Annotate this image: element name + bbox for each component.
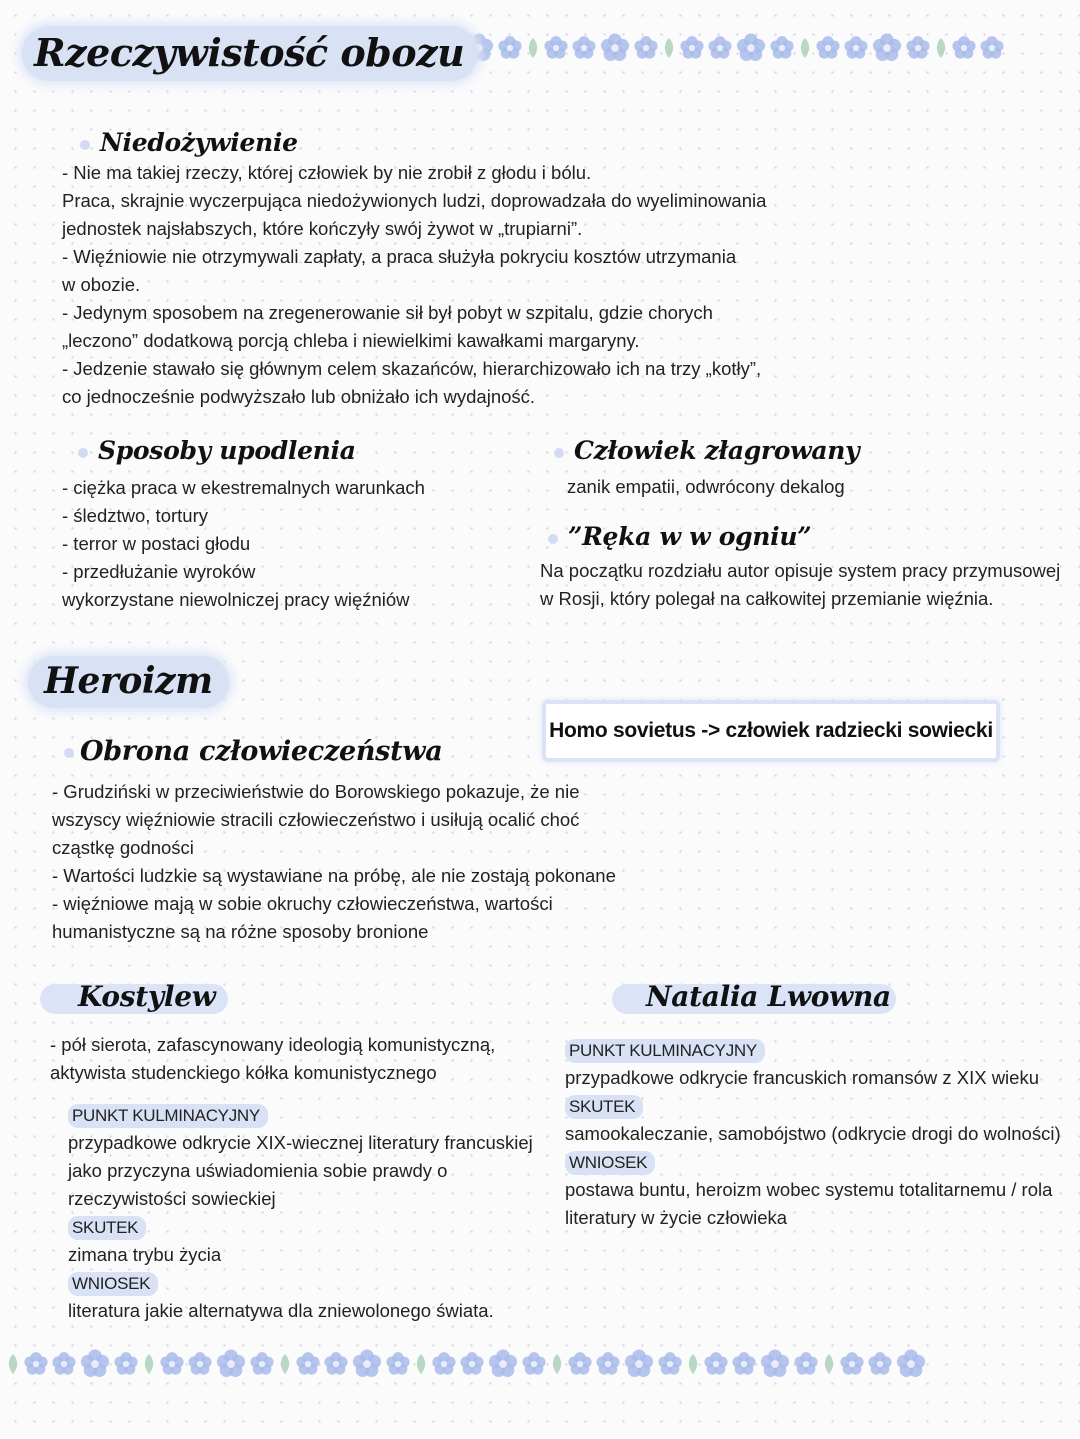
flower-icon [570, 34, 598, 62]
flower-icon [838, 1350, 866, 1378]
bullet-dot [64, 748, 74, 758]
leaf-icon [684, 1352, 702, 1376]
flower-icon [978, 34, 1006, 62]
flower-icon [458, 1350, 486, 1378]
flower-icon [78, 1347, 112, 1381]
text-line: przypadkowe odkrycie XIX-wiecznej literatury francuskiej [68, 1132, 533, 1153]
flower-icon [566, 1350, 594, 1378]
flower-icon [656, 1350, 684, 1378]
text-line: „leczono” dodatkową porcją chleba i niewielkimi kawałkami margaryny. [62, 330, 640, 351]
flower-icon [322, 1350, 350, 1378]
bullet-dot [554, 448, 564, 458]
text-line: rzeczywistości sowieckiej [68, 1188, 276, 1209]
top-flower-border [388, 28, 1078, 68]
flower-icon [50, 1350, 78, 1378]
flower-icon [594, 1350, 622, 1378]
homo-sovietus-text: Homo sovietus -> człowiek radziecki sowiecki [549, 719, 993, 742]
flower-icon [792, 1350, 820, 1378]
flower-icon [112, 1350, 140, 1378]
text-line: - śledztwo, tortury [62, 505, 208, 526]
leaf-icon [820, 1352, 838, 1376]
heading-kostylew: Kostylew [78, 980, 216, 1013]
flower-icon [542, 34, 570, 62]
flower-icon [622, 1347, 656, 1381]
natalia-details [565, 1036, 1061, 1232]
text-line: - ciężka praca w ekestremalnych warunkach [62, 477, 425, 498]
text-line: - Więźniowie nie otrzymywali zapłaty, a praca służyła pokryciu kosztów utrzymania [62, 246, 737, 267]
label-wniosek: WNIOSEK [565, 1151, 655, 1175]
page-title: Rzeczywistość obozu [22, 26, 478, 81]
text-line: Praca, skrajnie wyczerpująca niedożywionych ludzi, doprowadzała do wyeliminowania [62, 190, 767, 211]
leaf-icon [276, 1352, 294, 1376]
flower-icon [294, 1350, 322, 1378]
text-line: - Wartości ludzkie są wystawiane na próbę, ale nie zostają pokonane [52, 865, 616, 886]
flower-icon [158, 1350, 186, 1378]
label-wniosek: WNIOSEK [68, 1272, 158, 1296]
flower-icon [842, 34, 870, 62]
flower-icon [678, 34, 706, 62]
flower-icon [248, 1350, 276, 1378]
text-line: cząstkę godności [52, 837, 194, 858]
flower-icon [486, 1347, 520, 1381]
heading-obrona-czlowieczenstwa: Obrona człowieczeństwa [64, 736, 442, 767]
obrona-text [52, 778, 616, 946]
heading-czlowiek-zlagrowany: Człowiek złagrowany [554, 436, 859, 465]
text-line: przypadkowe odkrycie francuskich romansów z XIX wieku [565, 1067, 1039, 1088]
flower-icon [186, 1350, 214, 1378]
label-skutek: SKUTEK [68, 1216, 146, 1240]
flower-icon [22, 1350, 50, 1378]
heading-reka-w-ogniu: ”Ręka w w ogniu” [548, 522, 811, 551]
bullet-dot [78, 448, 88, 458]
flower-icon [950, 34, 978, 62]
flower-icon [598, 31, 632, 65]
flower-icon [520, 1350, 548, 1378]
leaf-icon [412, 1352, 430, 1376]
reka-text [540, 557, 1060, 613]
text-line: zimana trybu życia [68, 1244, 222, 1265]
text-line: jako przyczyna uświadomienia sobie prawdy o [68, 1160, 448, 1181]
text-line: w obozie. [62, 274, 141, 295]
flower-icon [706, 34, 734, 62]
flower-icon [866, 1350, 894, 1378]
czlowiek-text [567, 473, 845, 501]
text-line: literatury w życie człowieka [565, 1207, 788, 1228]
kostylew-details [68, 1101, 533, 1325]
text-line: - Grudziński w przeciwieństwie do Borowskiego pokazuje, że nie [52, 781, 580, 802]
leaf-icon [796, 36, 814, 60]
text-line: postawa buntu, heroizm wobec systemu totalitarnemu / rola [565, 1179, 1053, 1200]
flower-icon [702, 1350, 730, 1378]
homo-sovietus-box [542, 700, 1000, 762]
text-line: - Nie ma takiej rzeczy, której człowiek by nie zrobił z głodu i bólu. [62, 162, 592, 183]
heading-sposoby-upodlenia: Sposoby upodlenia [78, 436, 356, 465]
text-line: humanistyczne są na różne sposoby bronione [52, 921, 429, 942]
text-line: samookaleczanie, samobójstwo (odkrycie drogi do wolności) [565, 1123, 1061, 1144]
text-line: wszyscy więźniowie stracili człowieczeństwo i usiłują ocalić choć [52, 809, 580, 830]
leaf-icon [932, 36, 950, 60]
leaf-icon [548, 1352, 566, 1376]
sposoby-text [62, 474, 425, 614]
flower-icon [496, 34, 524, 62]
text-line: - przedłużanie wyroków [62, 561, 256, 582]
section-title-heroizm: Heroizm [28, 656, 229, 708]
flower-icon [758, 1347, 792, 1381]
flower-icon [350, 1347, 384, 1381]
flower-icon [734, 31, 768, 65]
flower-icon [632, 34, 660, 62]
text-line: literatura jakie alternatywa dla zniewolonego świata. [68, 1300, 494, 1321]
text-line: aktywista studenckiego kółka komunistycznego [50, 1062, 437, 1083]
label-skutek: SKUTEK [565, 1095, 643, 1119]
text-line: Na początku rozdziału autor opisuje system pracy przymusowej [540, 560, 1061, 581]
text-line: w Rosji, który polegał na całkowitej przemianie więźnia. [540, 588, 994, 609]
flower-icon [814, 34, 842, 62]
bullet-dot [80, 140, 90, 150]
leaf-icon [660, 36, 678, 60]
text-line: zanik empatii, odwrócony dekalog [567, 476, 845, 497]
text-line: jednostek najsłabszych, które kończyły swój żywot w „trupiarni”. [62, 218, 583, 239]
text-line: - terror w postaci głodu [62, 533, 251, 554]
text-line: - więźniowe mają w sobie okruchy człowieczeństwa, wartości [52, 893, 553, 914]
leaf-icon [524, 36, 542, 60]
text-line: co jednocześnie podwyższało lub obniżało ich wydajność. [62, 386, 536, 407]
text-line: - Jedzenie stawało się głównym celem skazańców, hierarchizowało ich na trzy „kotły”, [62, 358, 762, 379]
text-line: - Jedynym sposobem na zregenerowanie sił był pobyt w szpitalu, gdzie chorych [62, 302, 713, 323]
flower-icon [730, 1350, 758, 1378]
flower-icon [870, 31, 904, 65]
flower-icon [214, 1347, 248, 1381]
niedozywienie-text [62, 159, 766, 411]
text-line: - pół sierota, zafascynowany ideologią komunistyczną, [50, 1034, 496, 1055]
flower-icon [768, 34, 796, 62]
leaf-icon [4, 1352, 22, 1376]
bullet-dot [548, 534, 558, 544]
flower-icon [904, 34, 932, 62]
kostylew-intro [50, 1031, 495, 1087]
text-line: wykorzystane niewolniczej pracy więźniów [62, 589, 410, 610]
flower-icon [430, 1350, 458, 1378]
flower-icon [384, 1350, 412, 1378]
label-punkt-kulminacyjny: PUNKT KULMINACYJNY [68, 1104, 268, 1128]
leaf-icon [140, 1352, 158, 1376]
label-punkt-kulminacyjny: PUNKT KULMINACYJNY [565, 1039, 765, 1063]
bottom-flower-border [4, 1344, 1064, 1384]
heading-natalia-lwowna: Natalia Lwowna [646, 980, 891, 1013]
heading-niedozywienie: Niedożywienie [80, 128, 298, 157]
flower-icon [894, 1347, 928, 1381]
